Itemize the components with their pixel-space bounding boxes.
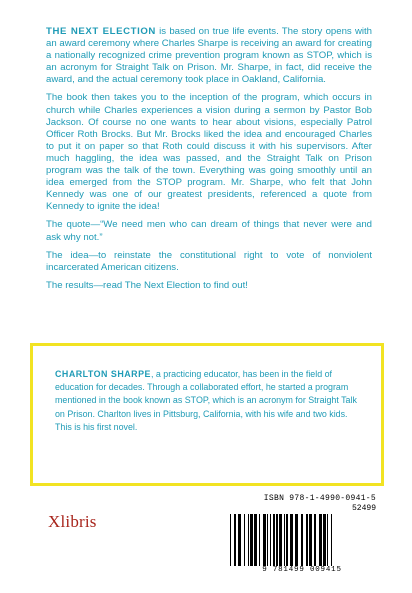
blurb-results: The results—read The Next Election to find out!	[46, 279, 248, 291]
blurb-idea: The idea—to reinstate the constitutional right to vote of nonviolent incarcerated American citizens.	[46, 249, 372, 273]
barcode-bar	[259, 514, 260, 566]
barcode-bar	[276, 514, 278, 566]
barcode-digits: 9 781499 009415	[262, 566, 342, 574]
barcode-bar	[327, 514, 328, 566]
barcode-bar	[309, 514, 312, 566]
barcode-bar	[230, 514, 231, 566]
barcode-bar	[284, 514, 285, 566]
blurb-paragraph-2: The book then takes you to the inception of the program, which occurs in church while Charles experiences a vision during a sermon by Pastor Bob Jackson. Of course no one wants to hear about visions, especially Patrol Officer Roth Brocks. But Mr. Brocks liked the idea and encouraged Charles to put it on paper so that Roth could discuss it with his supervisors. After much haggling, the idea was passed, and the Straight Talk on Prison program was the talk of the town. Everything was going smoothly until an idea emerged from the STOP program. Mr. Sharpe, who felt that John Kennedy was one of our greatest presidents, referenced a quote from Kennedy to ignite the idea!	[46, 92, 372, 213]
author-bio-box	[30, 343, 384, 486]
isbn-label: ISBN 978-1-4990-0941-5	[263, 494, 376, 503]
blurb-paragraph-1-text: is based on true life events. The story opens with an award ceremony where Charles Sharpe is receiving an award for creating a nationally recognized crime prevention program known as STOP, which is an acronym for Straight Talk on Prison. Mr. Sharpe, in fact, did receive the award, and the actual ceremony took place in Oakland, California.	[46, 26, 373, 86]
barcode-bar	[244, 514, 245, 566]
barcode-bars	[228, 514, 376, 566]
author-bio-text: , a practicing educator, has been in the field of education for decades. Through a collaborated effort, he started a program mentioned in the book known as STOP, which is an acronym for Straight Talk on Prison. Charlton lives in Pittsburg, California, with his wife and two kids. This is his first novel.	[55, 369, 357, 432]
barcode-bar	[238, 514, 241, 566]
barcode-bar	[279, 514, 282, 566]
barcode-bar	[263, 514, 266, 566]
barcode-bar	[290, 514, 293, 566]
barcode-bar	[270, 514, 271, 566]
publisher-logo: Xlibris	[48, 512, 97, 531]
barcode-bar	[286, 514, 288, 566]
barcode-bar	[267, 514, 268, 566]
blurb-quote: The quote—“We need men who can dream of things that never were and ask why not.”	[46, 219, 372, 243]
barcode-bar	[331, 514, 332, 566]
barcode-bar	[319, 514, 322, 566]
barcode-bar	[250, 514, 253, 566]
blurb-paragraph-1	[46, 26, 372, 86]
price-code: 52499	[351, 504, 376, 513]
book-blurb	[46, 26, 372, 298]
barcode-bar	[273, 514, 275, 566]
barcode-bar	[306, 514, 308, 566]
barcode-bar	[301, 514, 303, 566]
isbn-barcode	[228, 494, 376, 576]
barcode-bar	[248, 514, 249, 566]
barcode-bar	[323, 514, 326, 566]
barcode-bar	[295, 514, 298, 566]
barcode-bar	[314, 514, 316, 566]
barcode-bar	[254, 514, 257, 566]
barcode-bar	[234, 514, 236, 566]
author-name: CHARLTON SHARPE	[55, 369, 151, 379]
blurb-title-lead: THE NEXT ELECTION	[46, 26, 156, 37]
